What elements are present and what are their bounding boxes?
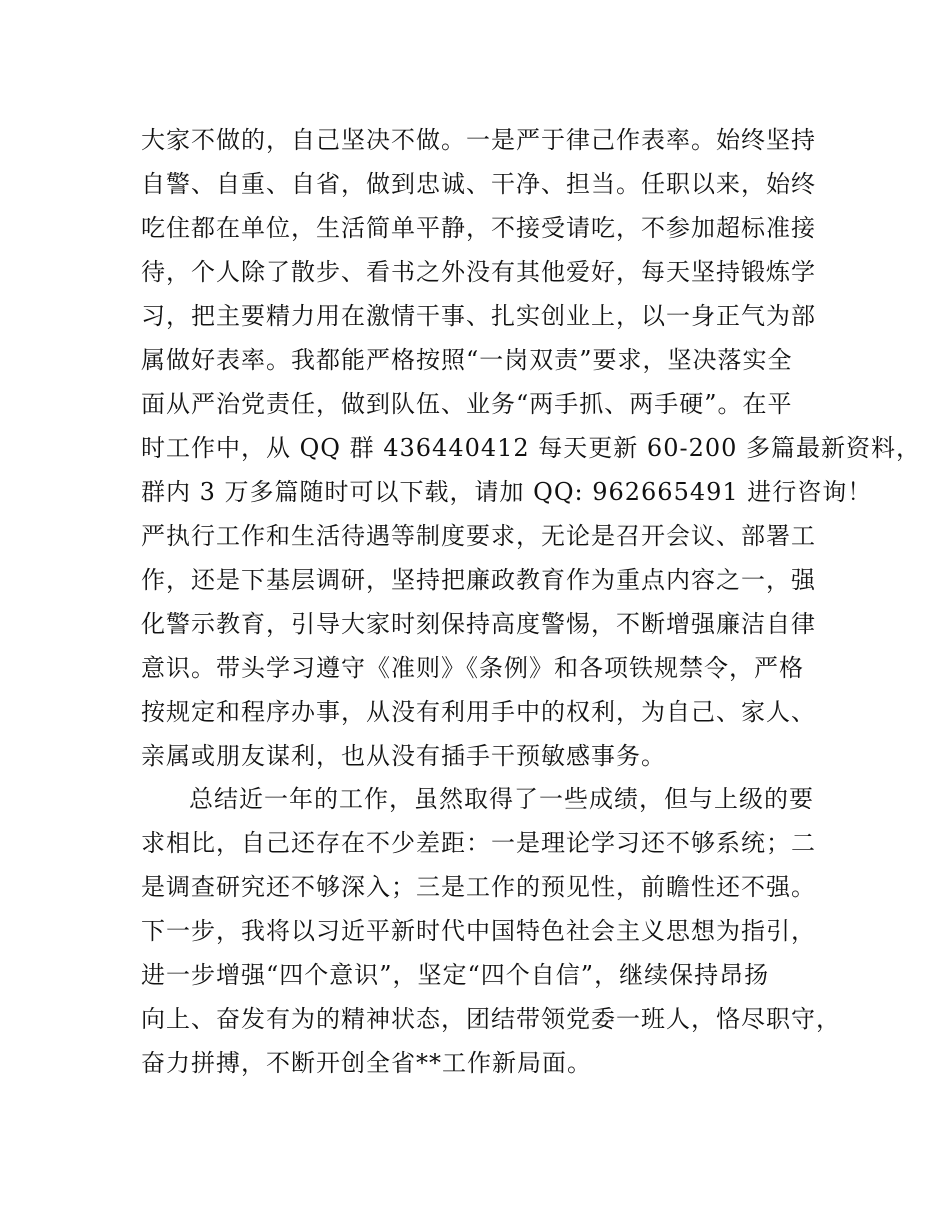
- text-line: 按规定和程序办事，从没有利用手中的权利，为自己、家人、: [141, 698, 816, 726]
- text-line: 自警、自重、自省，做到忠诚、干净、担当。任职以来，始终: [141, 170, 816, 198]
- text-line: 作，还是下基层调研，坚持把廉政教育作为重点内容之一，强: [141, 566, 816, 594]
- text-line: 求相比，自己还存在不少差距：一是理论学习还不够系统；二: [141, 829, 816, 857]
- text-line: 习，把主要精力用在激情干事、扎实创业上，以一身正气为部: [141, 302, 816, 330]
- text-line: 面从严治党责任，做到队伍、业务“两手抓、两手硬”。在平: [141, 390, 793, 418]
- text-line: 亲属或朋友谋利，也从没有插手干预敏感事务。: [141, 742, 666, 770]
- text-line: 进一步增强“四个意识”，坚定“四个自信”，继续保持昂扬: [141, 961, 770, 989]
- text-line: 向上、奋发有为的精神状态，团结带领党委一班人，恪尽职守，: [141, 1005, 841, 1033]
- text-line: 属做好表率。我都能严格按照“一岗双责”要求，坚决落实全: [141, 346, 793, 374]
- text-line: 吃住都在单位，生活简单平静，不接受请吃，不参加超标准接: [141, 214, 816, 242]
- paragraph-1: [141, 118, 922, 778]
- paragraph-2: [141, 777, 841, 1085]
- text-line: 奋力拼搏，不断开创全省**工作新局面。: [141, 1049, 592, 1077]
- text-line: 化警示教育，引导大家时刻保持高度警惕，不断增强廉洁自律: [141, 610, 816, 638]
- text-line: 严执行工作和生活待遇等制度要求，无论是召开会议、部署工: [141, 522, 816, 550]
- text-line: 时工作中，从 QQ 群 436440412 每天更新 60-200 多篇最新资料，: [141, 434, 922, 462]
- text-line: 总结近一年的工作，虽然取得了一些成绩，但与上级的要: [189, 785, 814, 813]
- text-line: 下一步，我将以习近平新时代中国特色社会主义思想为指引，: [141, 917, 816, 945]
- text-line: 大家不做的，自己坚决不做。一是严于律己作表率。始终坚持: [141, 126, 816, 154]
- text-line: 待，个人除了散步、看书之外没有其他爱好，每天坚持锻炼学: [141, 258, 816, 286]
- text-line: 意识。带头学习遵守《准则》《条例》和各项铁规禁令，严格: [141, 654, 804, 682]
- text-line: 群内 3 万多篇随时可以下载，请加 QQ: 962665491 进行咨询！: [141, 478, 873, 506]
- text-line: 是调查研究还不够深入；三是工作的预见性，前瞻性还不强。: [141, 873, 816, 901]
